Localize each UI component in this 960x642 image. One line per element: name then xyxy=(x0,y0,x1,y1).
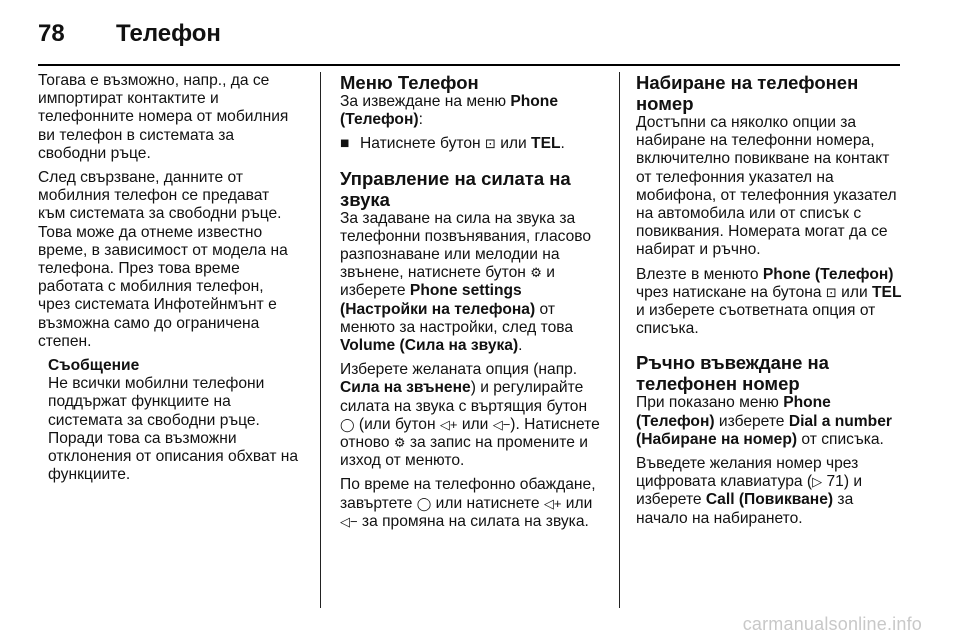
column-divider xyxy=(619,72,620,608)
paragraph: Изберете желаната опция (напр. Сила на звънене) и регулирайте силата на звука с въртящия бутон ◯ (или бутон ◁+ или ◁−). Натиснете отново ⚙ за запис на промените и изход от менюто. xyxy=(340,361,600,470)
column-3 xyxy=(636,72,904,534)
paragraph: За извеждане на меню Phone (Телефон): xyxy=(340,93,559,129)
paragraph: Тогава е възможно, напр., да се импортират контактите и телефонните номера от мобилния ви телефон в системата за свободни ръце. xyxy=(38,72,289,162)
paragraph: Достъпни са няколко опции за набиране на телефонни номера, включително повикване на контакт от телефонния указател на мобифона, от телефонния указател на автомобила или от списък с повиквания. Номерата могат да се набират и ръчно. xyxy=(636,114,897,259)
paragraph: След свързване, данните от мобилния телефон се предават към системата за свободни ръце. Това може да отнеме известно време, в зависимост от модела на телефона. През това време работата с мобилния телефон, чрез системата Инфотейнмънт е възможна само до ограничена степен. xyxy=(38,169,288,350)
section-heading: Набиране на телефонен номер xyxy=(636,72,859,114)
paragraph: При показано меню Phone (Телефон) изберете Dial a number (Набиране на номер) от списъка. xyxy=(636,394,892,448)
note-title: Съобщение xyxy=(48,357,140,375)
page-reference-icon: ▷ xyxy=(812,474,823,490)
phone-button-icon: ⊡ xyxy=(825,284,837,300)
knob-icon: ◯ xyxy=(340,416,355,432)
column-2 xyxy=(340,72,605,537)
paragraph: Въведете желания номер чрез цифровата клавиатура (▷ 71) и изберете Call (Повикване) за начало на набирането. xyxy=(636,455,863,527)
page-reference[interactable]: 71 xyxy=(826,473,844,491)
phone-button-icon: ⊡ xyxy=(484,136,496,152)
knob-icon: ◯ xyxy=(416,495,432,511)
paragraph: По време на телефонно обаждане, завъртете ◯ или натиснете ◁+ или ◁− за промяна на силата на звука. xyxy=(340,476,596,530)
column-1 xyxy=(38,72,300,484)
paragraph: Влезте в менюто Phone (Телефон) чрез натискане на бутона ⊡ или TEL и изберете съответната опция от списъка. xyxy=(636,265,902,338)
volume-up-icon: ◁+ xyxy=(543,495,562,511)
column-divider xyxy=(320,72,321,608)
bullet-icon: ■ xyxy=(340,135,350,153)
section-heading: Ръчно въвеждане на телефонен номер xyxy=(636,352,829,395)
settings-icon: ⚙ xyxy=(530,265,542,281)
volume-up-icon: ◁+ xyxy=(439,416,458,432)
page-header xyxy=(38,14,221,54)
section-heading: Меню Телефон xyxy=(340,72,479,93)
header-rule xyxy=(38,64,900,66)
watermark: carmanualsonline.info xyxy=(742,614,922,634)
paragraph: За задаване на сила на звука за телефонни позвънявания, гласово разпознаване или мелодии на звънене, натиснете бутон ⚙ и изберете Phone settings (Настройки на телефона) от менюто за настройки, след това Volume (Сила на звука). xyxy=(340,209,592,355)
volume-down-icon: ◁− xyxy=(492,416,511,432)
page-number: 78 xyxy=(38,20,65,47)
page-title: Телефон xyxy=(116,20,221,47)
volume-down-icon: ◁− xyxy=(340,513,358,529)
bullet-item: ■ Натиснете бутон ⊡ или TEL. xyxy=(340,135,565,153)
settings-icon: ⚙ xyxy=(393,435,406,451)
section-heading: Управление на силата на звука xyxy=(340,167,571,210)
note-box xyxy=(38,357,300,484)
note-text: Не всички мобилни телефони поддържат функциите на системата за свободни ръце. Поради това са възможни отклонения от описания обхват на функциите. xyxy=(48,375,299,484)
